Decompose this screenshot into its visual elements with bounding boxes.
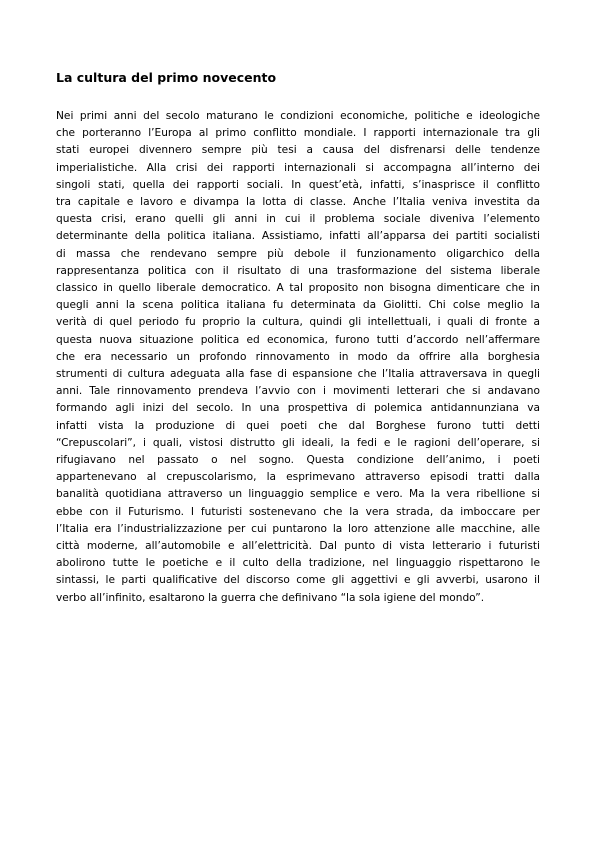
body-line: Nei primi anni del secolo maturano le condizioni economiche, politiche e ideologiche bbox=[56, 110, 540, 122]
body-line: l’Italia era l’industrializzazione per cui puntarono la loro attenzione alle macchine, alle bbox=[56, 522, 540, 535]
body-line: banalità quotidiana attraverso un linguaggio semplice e vero. Ma la vera ribellione si bbox=[56, 488, 540, 501]
body-line: città moderne, all’automobile e all’elettricità. Dal punto di vista letterario i futuristi bbox=[56, 540, 540, 553]
body-line: appartenevano al crepuscolarismo, la esprimevano attraverso episodi tratti dalla bbox=[56, 471, 540, 484]
body-line: “Crepuscolari”, i quali, vistosi distrutto gli ideali, la fedi e le ragioni dell’operare, si bbox=[56, 436, 540, 449]
body-line: rifugiavano nel passato o nel sogno. Questa condizione dell’animo, i poeti bbox=[56, 454, 540, 467]
body-line: rappresentanza politica con il risultato di una trasformazione del sistema liberale bbox=[56, 264, 540, 277]
document-body bbox=[56, 108, 540, 607]
body-line: verità di quel periodo fu proprio la cultura, quindi gli intellettuali, i quali di fronte a bbox=[56, 316, 540, 329]
body-line: questa crisi, erano quelli gli anni in cui il problema sociale diveniva l’elemento bbox=[56, 213, 540, 226]
body-line: formando agli inizi del secolo. In una prospettiva di polemica antidannunziana va bbox=[56, 402, 540, 415]
body-line: infatti vista la produzione di quei poeti che dal Borghese furono tutti detti bbox=[56, 419, 540, 432]
body-line: classico in quello liberale democratico. A tal proposito non bisogna dimenticare che in bbox=[56, 282, 540, 295]
body-line: tra capitale e lavoro e divampa la lotta di classe. Anche l’Italia veniva investita da bbox=[56, 196, 540, 209]
body-line: di massa che rendevano sempre più debole il funzionamento oligarchico della bbox=[56, 247, 540, 260]
body-line: abolirono tutte le poetiche e il culto della tradizione, nel linguaggio rispettarono le bbox=[56, 557, 540, 570]
body-line: strumenti di cultura adeguata alla fase di espansione che l’Italia attraversava in quegli bbox=[56, 368, 540, 381]
body-line: ebbe con il Futurismo. I futuristi sostenevano che la vera strada, da imboccare per bbox=[56, 505, 540, 518]
body-line: verbo all’infinito, esaltarono la guerra che definivano “la sola igiene del mondo”. bbox=[56, 591, 485, 604]
body-line: determinante della politica italiana. Assistiamo, infatti all’apparsa dei partiti socialisti bbox=[56, 230, 540, 243]
body-line: anni. Tale rinnovamento prendeva l’avvio con i movimenti letterari che si andavano bbox=[56, 385, 540, 398]
body-line: che era necessario un profondo rinnovamento in modo da offrire alla borghesia bbox=[56, 350, 540, 363]
body-line: singoli stati, quella dei rapporti sociali. In quest’età, infatti, s’inasprisce il conflitto bbox=[56, 178, 540, 191]
body-line: quegli anni la scena politica italiana fu determinata da Giolitti. Chi colse meglio la bbox=[56, 299, 540, 312]
body-line: stati europei divennero sempre più tesi a causa del disfrenarsi delle tendenze bbox=[56, 144, 540, 157]
body-line: che porteranno l’Europa al primo conflitto mondiale. I rapporti internazionale tra gli bbox=[56, 127, 540, 140]
body-line: sintassi, le parti qualificative del discorso come gli aggettivi e gli avverbi, usarono il bbox=[56, 574, 540, 587]
body-line: questa nuova situazione politica ed economica, furono tutti d’accordo nell’affermare bbox=[56, 333, 540, 346]
body-line: imperialistiche. Alla crisi dei rapporti internazionali si accompagna all’interno dei bbox=[56, 161, 540, 174]
document-title: La cultura del primo novecento bbox=[56, 70, 277, 85]
